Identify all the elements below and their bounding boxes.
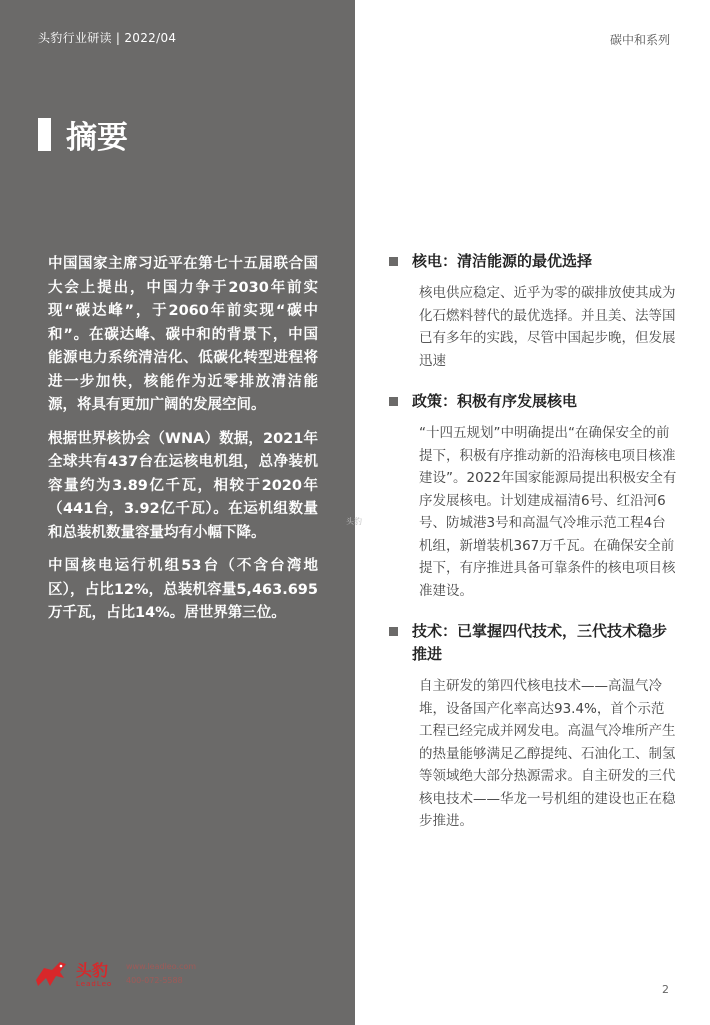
section-title: 核电：清洁能源的最优选择 bbox=[412, 252, 593, 270]
summary-paragraph: 中国国家主席习近平在第七十五届联合国大会上提出，中国力争于2030年前实现“碳达峰”，于2060年前实现“碳中和”。在碳达峰、碳中和的背景下，中国能源电力系统清洁化、低碳化转型进程将进一步加快，核能作为近零排放清洁能源，将具有更加广阔的发展空间。 bbox=[48, 256, 318, 413]
section-nuclear bbox=[387, 250, 677, 372]
leopard-logo-icon bbox=[34, 958, 68, 990]
key-points bbox=[387, 250, 677, 833]
section-body: 核电供应稳定、近乎为零的碳排放使其成为化石燃料替代的最优选择。并且美、法等国已有多年的实践，尽管中国起步晚，但发展迅速 bbox=[419, 285, 676, 369]
square-bullet-icon bbox=[389, 627, 398, 636]
watermark: 头豹 bbox=[346, 517, 362, 526]
section-title: 政策：积极有序发展核电 bbox=[412, 392, 578, 410]
title-bar bbox=[38, 118, 51, 151]
summary-text bbox=[48, 253, 318, 636]
square-bullet-icon bbox=[389, 397, 398, 406]
logo-phone: 400-072-5588 bbox=[126, 976, 183, 985]
section-title: 技术：已掌握四代技术，三代技术稳步推进 bbox=[412, 622, 668, 663]
summary-paragraph: 根据世界核协会（WNA）数据，2021年全球共有437台在运核电机组，总净装机容量约为3.89亿千瓦，相较于2020年（441台，3.92亿千瓦）。在运机组数量和总装机数量容量均有小幅下降。 bbox=[48, 430, 318, 541]
logo-name: 头豹 bbox=[76, 961, 109, 980]
report-header: 头豹行业研读 | 2022/04 bbox=[38, 31, 177, 45]
section-body: 自主研发的第四代核电技术——高温气冷堆，设备国产化率高达93.4%，首个示范工程已经完成并网发电。高温气冷堆所产生的热量能够满足乙醇提纯、石油化工、制氢等领域绝大部分热源需求。自主研发的三代核电技术——华龙一号机组的建设也正在稳步推进。 bbox=[419, 678, 676, 829]
page-title: 摘要 bbox=[66, 120, 128, 156]
leadleo-logo bbox=[34, 956, 234, 996]
section-body: “十四五规划”中明确提出“在确保安全的前提下，积极有序推动新的沿海核电项目核准建设”。2022年国家能源局提出积极安全有序发展核电。计划建成福清6号、红沿河6号、防城港3号和高温气冷堆示范工程4台机组，新增装机367万千瓦。在确保安全前提下，有序推进具备可靠条件的核电项目核准建设。 bbox=[419, 425, 677, 599]
series-label: 碳中和系列 bbox=[609, 33, 670, 47]
square-bullet-icon bbox=[389, 257, 398, 266]
page-number: 2 bbox=[662, 983, 669, 996]
logo-website: www.leadleo.com bbox=[126, 962, 197, 971]
section-policy bbox=[387, 390, 677, 602]
section-technology bbox=[387, 620, 677, 833]
logo-subtitle: LeadLeo bbox=[76, 980, 113, 988]
summary-paragraph: 中国核电运行机组53台（不含台湾地区），占比12%，总装机容量5,463.695万千瓦，占比14%。居世界第三位。 bbox=[48, 558, 318, 621]
